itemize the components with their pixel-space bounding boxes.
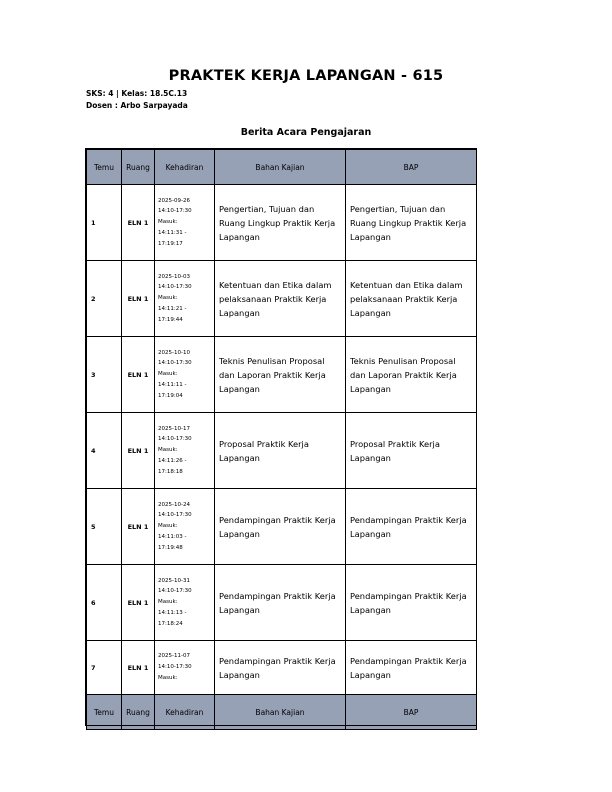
attendance-line: Masuk: bbox=[158, 599, 178, 606]
cell-ruang: ELN 1 bbox=[122, 413, 155, 489]
cell-kehadiran bbox=[155, 337, 215, 413]
table-row bbox=[87, 413, 477, 489]
cell-bahan-kajian: Pendampingan Praktik Kerja Lapangan bbox=[215, 489, 346, 565]
attendance-line: 2025-10-03 bbox=[158, 273, 190, 280]
attendance-line: Masuk: bbox=[158, 219, 178, 226]
attendance-line: 2025-10-24 bbox=[158, 501, 190, 508]
table-header-row bbox=[87, 150, 477, 185]
attendance-line: Masuk: bbox=[158, 295, 178, 302]
footer-bap: BAP bbox=[346, 695, 477, 730]
col-header-kehadiran: Kehadiran bbox=[155, 150, 215, 185]
course-meta: SKS: 4 | Kelas: 18.5C.13 bbox=[86, 89, 188, 98]
attendance-line: 2025-10-10 bbox=[158, 349, 190, 356]
cell-bap: Teknis Penulisan Proposal dan Laporan Praktik Kerja Lapangan bbox=[346, 337, 477, 413]
attendance-line: 2025-10-31 bbox=[158, 577, 190, 584]
cell-kehadiran bbox=[155, 261, 215, 337]
attendance-line: 14:10-17:30 bbox=[158, 588, 192, 595]
attendance-line: 14:11:11 - bbox=[158, 381, 187, 388]
col-header-temu: Temu bbox=[87, 150, 122, 185]
cell-ruang: ELN 1 bbox=[122, 261, 155, 337]
attendance-line: 2025-09-26 bbox=[158, 197, 190, 204]
table-row bbox=[87, 185, 477, 261]
attendance-line: 14:11:21 - bbox=[158, 305, 187, 312]
table-row bbox=[87, 337, 477, 413]
attendance-line: 17:19:17 bbox=[158, 240, 183, 247]
table-row bbox=[87, 565, 477, 641]
cell-kehadiran bbox=[155, 641, 215, 695]
cell-bahan-kajian: Teknis Penulisan Proposal dan Laporan Praktik Kerja Lapangan bbox=[215, 337, 346, 413]
cell-bahan-kajian: Ketentuan dan Etika dalam pelaksanaan Praktik Kerja Lapangan bbox=[215, 261, 346, 337]
attendance-line: 17:18:24 bbox=[158, 620, 183, 627]
table-row bbox=[87, 641, 477, 695]
footer-bahan-kajian: Bahan Kajian bbox=[215, 695, 346, 730]
cell-temu: 3 bbox=[87, 337, 122, 413]
attendance-line: 14:10-17:30 bbox=[158, 664, 192, 671]
cell-bap: Ketentuan dan Etika dalam pelaksanaan Praktik Kerja Lapangan bbox=[346, 261, 477, 337]
attendance-line: Masuk: bbox=[158, 674, 178, 681]
attendance-table bbox=[86, 149, 477, 730]
cell-ruang: ELN 1 bbox=[122, 641, 155, 695]
section-subtitle: Berita Acara Pengajaran bbox=[240, 127, 372, 138]
cell-bap: Pendampingan Praktik Kerja Lapangan bbox=[346, 489, 477, 565]
attendance-line: 14:11:13 - bbox=[158, 609, 187, 616]
attendance-line: 14:10-17:30 bbox=[158, 436, 192, 443]
attendance-line: 2025-11-07 bbox=[158, 653, 190, 660]
attendance-line: 17:19:04 bbox=[158, 392, 183, 399]
cell-kehadiran bbox=[155, 413, 215, 489]
attendance-line: Masuk: bbox=[158, 523, 178, 530]
cell-bahan-kajian: Pendampingan Praktik Kerja Lapangan bbox=[215, 565, 346, 641]
attendance-line: 14:11:03 - bbox=[158, 533, 187, 540]
cell-ruang: ELN 1 bbox=[122, 185, 155, 261]
attendance-line: 14:10-17:30 bbox=[158, 208, 192, 215]
attendance-line: 2025-10-17 bbox=[158, 425, 190, 432]
lecturer-line: Dosen : Arbo Sarpayada bbox=[86, 101, 188, 110]
cell-bahan-kajian: Pengertian, Tujuan dan Ruang Lingkup Praktik Kerja Lapangan bbox=[215, 185, 346, 261]
cell-temu: 2 bbox=[87, 261, 122, 337]
attendance-line: 14:10-17:30 bbox=[158, 512, 192, 519]
cell-ruang: ELN 1 bbox=[122, 337, 155, 413]
cell-temu: 1 bbox=[87, 185, 122, 261]
cell-kehadiran bbox=[155, 185, 215, 261]
table-row bbox=[87, 261, 477, 337]
cell-bahan-kajian: Proposal Praktik Kerja Lapangan bbox=[215, 413, 346, 489]
cell-bap: Pendampingan Praktik Kerja Lapangan bbox=[346, 565, 477, 641]
page-title: PRAKTEK KERJA LAPANGAN - 615 bbox=[168, 68, 444, 84]
cell-bap: Pengertian, Tujuan dan Ruang Lingkup Praktik Kerja Lapangan bbox=[346, 185, 477, 261]
cell-temu: 6 bbox=[87, 565, 122, 641]
col-header-bap: BAP bbox=[346, 150, 477, 185]
cell-ruang: ELN 1 bbox=[122, 489, 155, 565]
cell-temu: 4 bbox=[87, 413, 122, 489]
attendance-line: Masuk: bbox=[158, 371, 178, 378]
cell-kehadiran bbox=[155, 565, 215, 641]
attendance-line: 14:11:26 - bbox=[158, 457, 187, 464]
cell-temu: 5 bbox=[87, 489, 122, 565]
cell-bap: Pendampingan Praktik Kerja Lapangan bbox=[346, 641, 477, 695]
col-header-bahan-kajian: Bahan Kajian bbox=[215, 150, 346, 185]
footer-kehadiran: Kehadiran bbox=[155, 695, 215, 730]
attendance-line: 17:18:18 bbox=[158, 468, 183, 475]
cell-bahan-kajian: Pendampingan Praktik Kerja Lapangan bbox=[215, 641, 346, 695]
footer-ruang: Ruang bbox=[122, 695, 155, 730]
attendance-line: 14:11:31 - bbox=[158, 229, 187, 236]
attendance-line: 14:10-17:30 bbox=[158, 284, 192, 291]
attendance-line: Masuk: bbox=[158, 447, 178, 454]
cell-bap: Proposal Praktik Kerja Lapangan bbox=[346, 413, 477, 489]
attendance-line: 14:10-17:30 bbox=[158, 360, 192, 367]
cell-ruang: ELN 1 bbox=[122, 565, 155, 641]
cell-kehadiran bbox=[155, 489, 215, 565]
table-footer-row bbox=[87, 695, 477, 730]
footer-temu: Temu bbox=[87, 695, 122, 730]
table-row bbox=[87, 489, 477, 565]
col-header-ruang: Ruang bbox=[122, 150, 155, 185]
cell-temu: 7 bbox=[87, 641, 122, 695]
attendance-line: 17:19:48 bbox=[158, 544, 183, 551]
attendance-line: 17:19:44 bbox=[158, 316, 183, 323]
